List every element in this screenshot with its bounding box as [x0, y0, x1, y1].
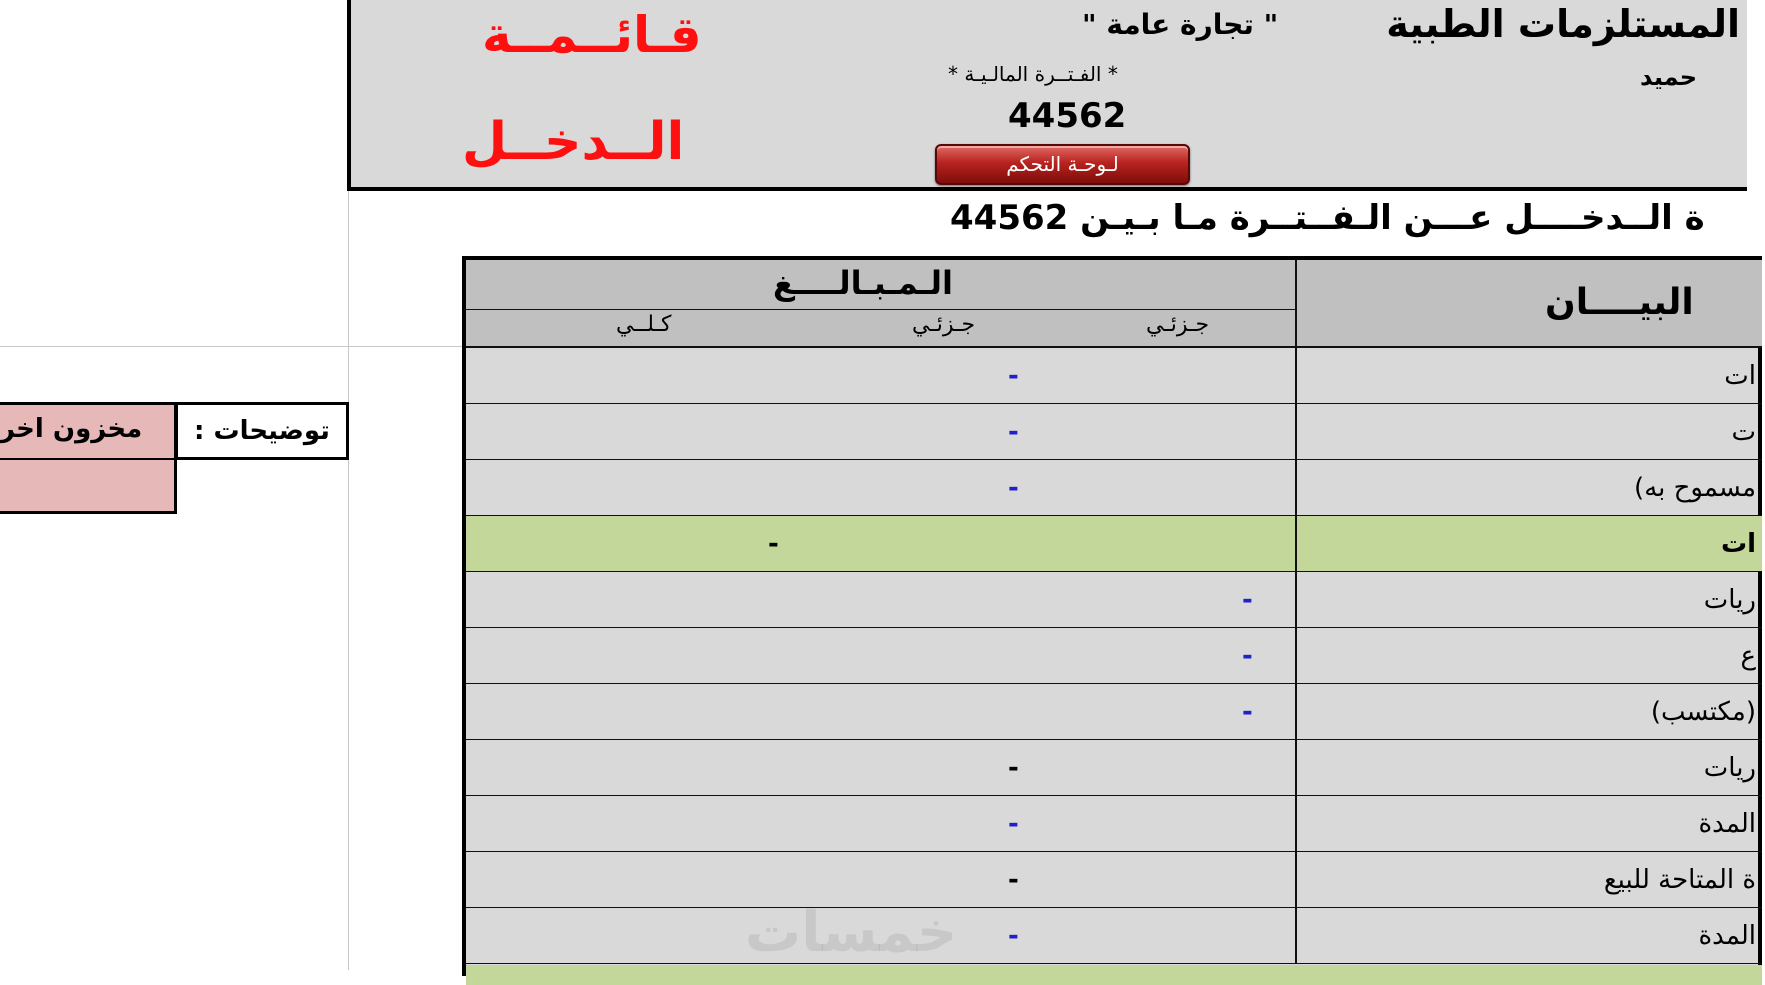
row-value: -	[1008, 361, 1019, 391]
owner-name: حميد	[1640, 63, 1698, 91]
row-value: -	[1242, 585, 1253, 615]
table-row	[466, 628, 1762, 684]
trade-type: " تجارة عامة "	[1082, 8, 1279, 41]
row-value: -	[1008, 865, 1019, 895]
row-label: مسموح به)	[1295, 460, 1762, 515]
table-row	[466, 796, 1762, 852]
row-value: -	[1008, 753, 1019, 783]
table-row	[466, 572, 1762, 628]
watermark: خمسات	[745, 900, 958, 965]
row-label: المدة	[1295, 908, 1762, 963]
row-label: ع	[1295, 628, 1762, 683]
row-value: -	[1008, 417, 1019, 447]
row-value: -	[768, 529, 779, 559]
sheet-gridline	[0, 346, 465, 347]
report-subtitle	[950, 198, 1705, 238]
subtitle-period-value: 44562	[950, 198, 1069, 238]
row-label: ريات	[1295, 572, 1762, 627]
row-label: ريات	[1295, 740, 1762, 795]
row-value: -	[1008, 921, 1019, 951]
row-label: ات	[1295, 516, 1762, 571]
sub-header-total: كـلــي	[616, 312, 672, 337]
period-value: 44562	[1008, 96, 1127, 136]
table-row	[466, 852, 1762, 908]
row-value: -	[1242, 697, 1253, 727]
company-name: المستلزمات الطبية	[1386, 2, 1740, 46]
amounts-header-cell	[466, 260, 1295, 310]
table-row-next-highlight	[466, 965, 1762, 985]
sub-header-partial-1: جـزئـي	[1146, 312, 1210, 337]
sub-header-partial-2: جـزئـي	[912, 312, 976, 337]
table-header	[466, 260, 1762, 348]
table-row	[466, 404, 1762, 460]
report-title-line1: قـائــمــة	[482, 6, 702, 64]
table-row	[466, 348, 1762, 404]
row-label: (مكتسب)	[1295, 684, 1762, 739]
table-row	[466, 740, 1762, 796]
row-label: ة المتاحة للبيع	[1295, 852, 1762, 907]
amounts-header: الـمـبـالــــغ	[773, 264, 953, 302]
row-label: المدة	[1295, 796, 1762, 851]
table-row	[466, 684, 1762, 740]
row-label: ات	[1295, 348, 1762, 403]
row-label: ت	[1295, 404, 1762, 459]
notes-divider	[0, 458, 177, 460]
report-title-line2: الــدخــل	[462, 112, 685, 172]
table-row	[466, 908, 1762, 964]
row-value: -	[1008, 473, 1019, 503]
row-value: -	[1008, 809, 1019, 839]
notes-value: مخزون اخر	[0, 414, 143, 444]
subtitle-text: ة الــدخــــل عـــن الـفــتــرة مـا بـيـن	[1080, 198, 1705, 238]
table-row-subtotal	[466, 516, 1762, 572]
row-value: -	[1242, 641, 1253, 671]
dashboard-button[interactable]: لـوحـة التحكم	[935, 144, 1190, 185]
table-row	[466, 460, 1762, 516]
period-label: * الفـتــرة المالـيـة *	[948, 62, 1118, 86]
statement-header-cell	[1295, 260, 1765, 346]
notes-label: توضيحات :	[175, 402, 349, 460]
income-statement-table	[462, 256, 1762, 976]
statement-header: البيــــان	[1545, 282, 1694, 323]
